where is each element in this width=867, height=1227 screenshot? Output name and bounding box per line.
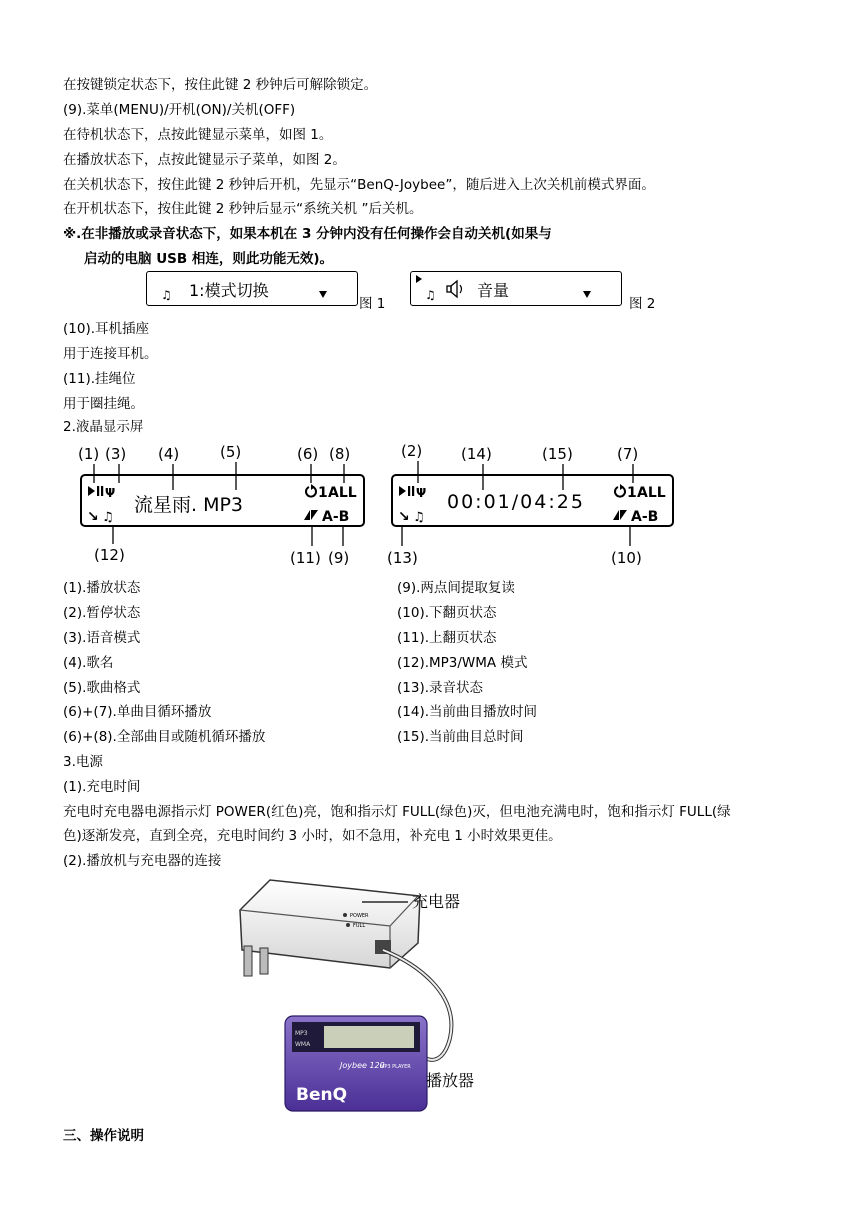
play-pause-icon <box>399 486 414 496</box>
music-note-icon: ♫ <box>425 288 436 302</box>
text-line: 用于圈挂绳。 <box>63 396 144 412</box>
music-note-icon: ♫ <box>413 510 425 525</box>
down-arrow-icon <box>583 291 591 298</box>
voice-mode-icon: Ψ <box>105 486 116 500</box>
note-line: ※.在非播放或录音状态下，如果本机在 3 分钟内没有任何操作会自动关机(如果与 <box>63 226 552 242</box>
legend-item: (12).MP3/WMA 模式 <box>397 655 528 671</box>
fig1-text: 1:模式切换 <box>189 281 269 300</box>
callout-14: (14) <box>461 445 492 463</box>
legend-item: (13).录音状态 <box>397 680 484 696</box>
section-heading: 2.液晶显示屏 <box>63 419 144 435</box>
play-indicator-icon <box>416 275 422 283</box>
lcd-diagram-1 <box>78 438 378 572</box>
fig1-label: 图 1 <box>359 296 386 312</box>
full-led-icon <box>346 923 350 927</box>
text-line: 在按键锁定状态下，按住此键 2 秒钟后可解除锁定。 <box>63 77 378 93</box>
callout-3: (3) <box>105 445 127 463</box>
legend-item: (14).当前曲目播放时间 <box>397 704 538 720</box>
callout-15: (15) <box>542 445 573 463</box>
section-heading: (2).播放机与充电器的连接 <box>63 853 222 869</box>
text-line: 在关机状态下，按住此键 2 秒钟后开机，先显示“BenQ-Joybee”，随后进入上次关机前模式界面。 <box>63 177 655 193</box>
player-screen <box>324 1026 414 1048</box>
speaker-icon <box>447 281 462 297</box>
play-time: 00:01/04:25 <box>447 491 585 513</box>
ab-repeat-indicator: A-B <box>631 509 659 525</box>
record-icon: ↘ <box>398 509 410 525</box>
legend-item: (1).播放状态 <box>63 580 141 596</box>
text-line: 在开机状态下，按住此键 2 秒钟后显示“系统关机 ”后关机。 <box>63 201 423 217</box>
page-up-icon <box>304 510 310 520</box>
text-line: 用于连接耳机。 <box>63 346 158 362</box>
legend-item: (2).暂停状态 <box>63 605 141 621</box>
callout-4: (4) <box>158 445 180 463</box>
repeat-one-indicator: 1 <box>627 485 637 501</box>
fig2-text: 音量 <box>477 281 510 300</box>
page-down-icon <box>311 510 318 520</box>
section-heading: (1).充电时间 <box>63 779 141 795</box>
legend-item: (6)+(7).单曲目循环播放 <box>63 704 212 720</box>
legend-item: (11).上翻页状态 <box>397 630 497 646</box>
repeat-icon <box>306 484 316 497</box>
text-line: 在播放状态下，点按此键显示子菜单，如图 2。 <box>63 152 346 168</box>
player-model-sub: MP3 PLAYER <box>380 1064 411 1070</box>
ab-repeat-indicator: A-B <box>322 509 350 525</box>
charger-image <box>240 880 420 976</box>
charger-label: 充电器 <box>412 892 461 911</box>
repeat-one-indicator: 1 <box>318 485 328 501</box>
menu-display-fig1 <box>146 271 358 306</box>
charger-player-illustration <box>230 868 530 1116</box>
callout-10: (10) <box>611 549 642 567</box>
page-down-icon <box>620 510 627 520</box>
legend-item: (9).两点间提取复读 <box>397 580 515 596</box>
player-label: 播放器 <box>426 1071 475 1090</box>
down-arrow-icon <box>319 291 327 298</box>
fig2-display-art <box>411 272 621 305</box>
play-pause-icon <box>88 486 103 496</box>
fig2-label: 图 2 <box>629 296 656 312</box>
music-note-icon: ♫ <box>161 288 172 302</box>
lcd-diagram-2 <box>385 438 685 572</box>
section-heading: 三、操作说明 <box>63 1128 144 1144</box>
player-model: Joybee 120 <box>340 1061 385 1070</box>
section-heading: 3.电源 <box>63 754 103 770</box>
repeat-all-indicator: ALL <box>637 485 666 501</box>
callout-13: (13) <box>387 549 418 567</box>
screen-line-1: MP3 <box>295 1030 308 1037</box>
song-name: 流星雨. MP3 <box>134 494 244 516</box>
record-icon: ↘ <box>87 509 99 525</box>
repeat-all-indicator: ALL <box>328 485 357 501</box>
legend-item: (15).当前曲目总时间 <box>397 729 524 745</box>
power-led-label: POWER <box>350 913 369 919</box>
note-line: 启动的电脑 USB 相连，则此功能无效)。 <box>84 251 334 267</box>
power-led-icon <box>343 913 347 917</box>
text-line: 充电时充电器电源指示灯 POWER(红色)亮，饱和指示灯 FULL(绿色)灭，但电池充满电时，饱和指示灯 FULL(绿 <box>63 804 731 820</box>
section-heading: (11).挂绳位 <box>63 371 136 387</box>
legend-item: (3).语音模式 <box>63 630 141 646</box>
callout-6: (6) <box>297 445 319 463</box>
section-heading: (10).耳机插座 <box>63 321 150 337</box>
legend-item: (4).歌名 <box>63 655 114 671</box>
fig1-display-art <box>147 272 357 305</box>
callout-11: (11) <box>290 549 321 567</box>
text-line: 在待机状态下，点按此键显示菜单，如图 1。 <box>63 127 333 143</box>
text-line: 色)逐渐发亮，直到全亮，充电时间约 3 小时，如不急用，补充电 1 小时效果更佳。 <box>63 828 562 844</box>
callout-5: (5) <box>220 443 242 461</box>
callout-1: (1) <box>78 445 100 463</box>
callout-9: (9) <box>328 549 350 567</box>
screen-line-2: WMA <box>295 1041 311 1048</box>
repeat-icon <box>615 484 625 497</box>
full-led-label: FULL <box>353 923 366 929</box>
callout-8: (8) <box>329 445 351 463</box>
section-heading: (9).菜单(MENU)/开机(ON)/关机(OFF) <box>63 102 296 118</box>
legend-item: (5).歌曲格式 <box>63 680 141 696</box>
voice-mode-icon: Ψ <box>416 486 427 500</box>
callout-7: (7) <box>617 445 639 463</box>
submenu-display-fig2 <box>410 271 622 306</box>
legend-item: (10).下翻页状态 <box>397 605 497 621</box>
page-up-icon <box>613 510 619 520</box>
player-image <box>285 1016 427 1111</box>
callout-2: (2) <box>401 442 423 460</box>
legend-item: (6)+(8).全部曲目或随机循环播放 <box>63 729 266 745</box>
callout-12: (12) <box>94 546 125 564</box>
brand-logo: BenQ <box>296 1085 348 1105</box>
music-note-icon: ♫ <box>102 510 114 525</box>
